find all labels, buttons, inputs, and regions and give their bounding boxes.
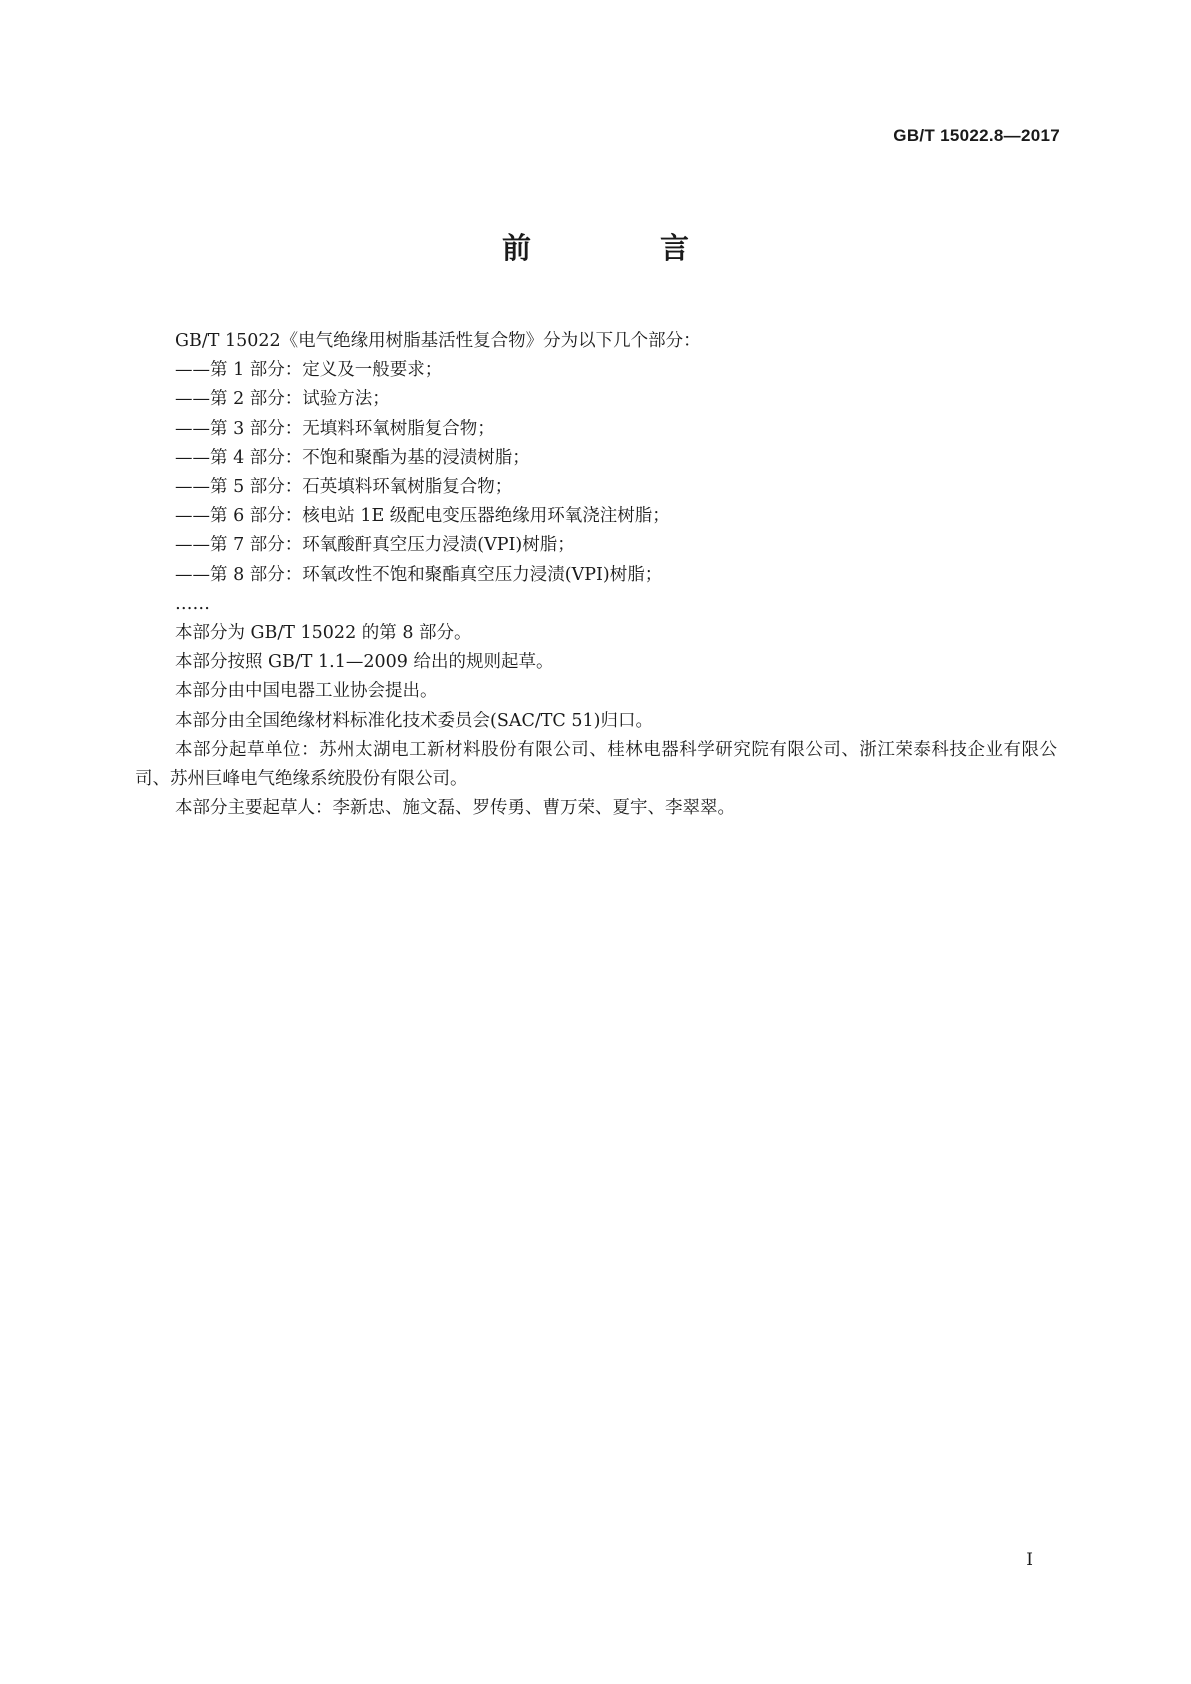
drafting-organizations: 本部分起草单位：苏州太湖电工新材料股份有限公司、桂林电器科学研究院有限公司、浙江荣泰科技企业有限公司、苏州巨峰电气绝缘系统股份有限公司。 — [135, 739, 1057, 790]
part-list-item: ——第 6 部分：核电站 1E 级配电变压器绝缘用环氧浇注树脂； — [175, 506, 670, 527]
part-list-item: ——第 5 部分：石英填料环氧树脂复合物； — [175, 477, 513, 498]
part-list-item: ——第 7 部分：环氧酸酐真空压力浸渍(VPI)树脂； — [175, 535, 575, 556]
page-number: I — [1026, 1550, 1033, 1570]
foreword-body — [135, 327, 1057, 823]
ellipsis-line: …… — [175, 593, 210, 614]
part-list-item: ——第 1 部分：定义及一般要求； — [175, 360, 443, 381]
part-statement: 本部分为 GB/T 15022 的第 8 部分。 — [175, 623, 472, 644]
drafters: 本部分主要起草人：李新忠、施文磊、罗传勇、曹万荣、夏宇、李翠翠。 — [175, 798, 735, 819]
part-list-item: ——第 8 部分：环氧改性不饱和聚酯真空压力浸渍(VPI)树脂； — [175, 564, 663, 585]
page-title: 前 言 — [501, 231, 739, 265]
standard-number: GB/T 15022.8—2017 — [893, 126, 1060, 145]
drafting-rules-statement: 本部分按照 GB/T 1.1—2009 给出的规则起草。 — [175, 652, 554, 673]
committee-statement: 本部分由全国绝缘材料标准化技术委员会(SAC/TC 51)归口。 — [175, 710, 653, 731]
part-list-item: ——第 4 部分：不饱和聚酯为基的浸渍树脂； — [175, 447, 530, 468]
part-list-item: ——第 2 部分：试验方法； — [175, 389, 390, 410]
part-list-item: ——第 3 部分：无填料环氧树脂复合物； — [175, 418, 495, 439]
intro-paragraph: GB/T 15022《电气绝缘用树脂基活性复合物》分为以下几个部分： — [175, 331, 701, 351]
proposer-statement: 本部分由中国电器工业协会提出。 — [175, 681, 438, 702]
